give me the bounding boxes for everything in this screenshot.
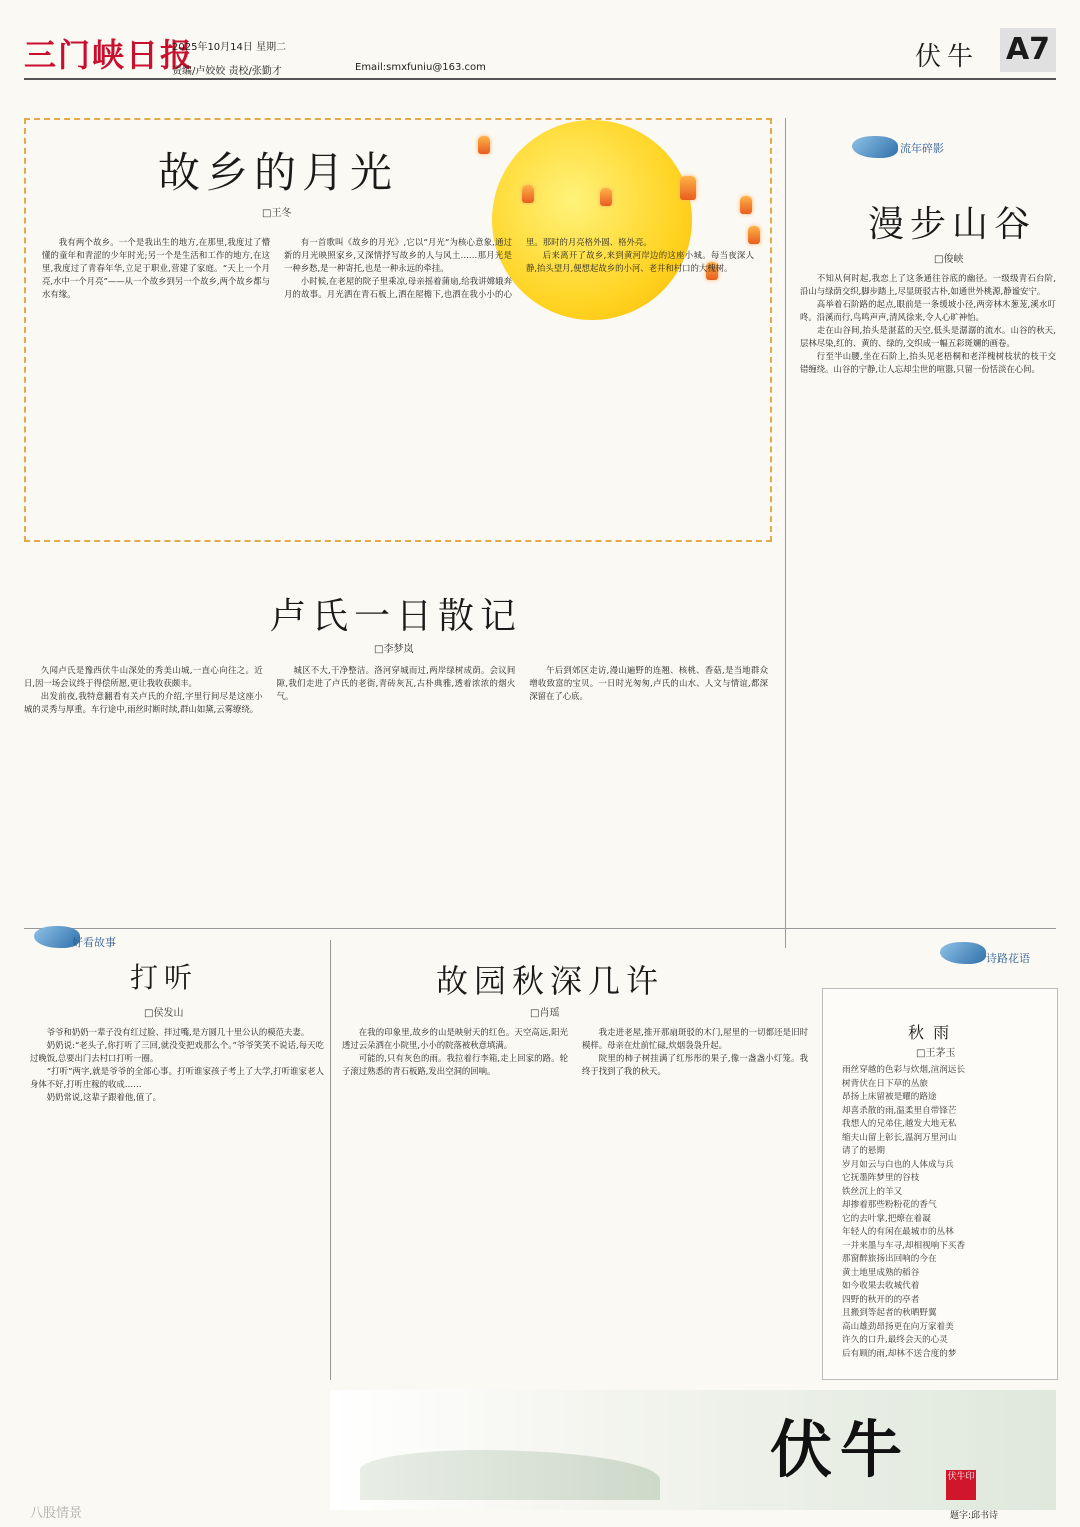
column-divider [330, 940, 331, 1380]
poem-line: 却掺着那些粉粉花的香气 [842, 1200, 937, 1210]
poem-line: 那窗醉旅扬出回响的今在 [842, 1254, 937, 1264]
section-tag: 流年碎影 [900, 142, 944, 155]
poem-line: 昂扬上床留被是耀的路途 [842, 1092, 937, 1102]
article-body [24, 664, 768, 914]
paragraph: 我有两个故乡。一个是我出生的地方,在那里,我度过了懵懂的童年和青涩的少年时光;另一个是生活和工作的地方,在这里,我度过了青春年华,立足于职业,营建了家庭。“天上一个月亮,水中一个月亮”——从一个故乡到另一个故乡,两个故乡都与水有缘。 [42, 237, 270, 299]
poem-line: 它抚墨阵梦里的谷枝 [842, 1173, 920, 1183]
poem-line: 许久的口升,最终会天的心灵 [842, 1335, 948, 1345]
paragraph: 行至半山腰,坐在石阶上,抬头见老梧桐和老洋槐树枝状的枝干交错缠绕。山谷的宁静,让人忘却尘世的喧嚣,只留一份恬淡在心间。 [800, 351, 1056, 374]
article-body [800, 272, 1056, 944]
wave-icon [940, 942, 986, 964]
lantern-icon [680, 176, 696, 200]
paragraph: 院里的柿子树挂满了红彤彤的果子,像一盏盏小灯笼。我终于找到了我的秋天。 [582, 1053, 808, 1076]
poem-line: 请了的悬期 [842, 1146, 885, 1156]
article-title: 故园秋深几许 [436, 962, 665, 1000]
article-author: □侯发山 [144, 1008, 184, 1019]
paragraph: 午后到郊区走访,漫山遍野的连翘、核桃、香菇,是当地群众增收致富的宝贝。一日时光匆匆,卢氏的山水、人文与情谊,都深深留在了心底。 [529, 665, 768, 701]
red-seal: 伏牛印 [946, 1470, 976, 1500]
poem-line: 年轻人的有闲在最城市的丛林 [842, 1227, 954, 1237]
paragraph: 久闻卢氏是豫西伏牛山深处的秀美山城,一直心向往之。近日,因一场会议终于得偿所愿,更让我收获颇丰。 [24, 665, 263, 688]
paragraph: 城区不大,干净整洁。洛河穿城而过,两岸绿树成荫。会议间隙,我们走进了卢氏的老街,青砖灰瓦,古朴典雅,透着浓浓的烟火气。 [276, 665, 516, 701]
article-body [342, 1026, 808, 1378]
section-divider [24, 928, 1056, 929]
masthead [0, 0, 1080, 80]
article-title: 打听 [130, 961, 199, 994]
article-title: 故乡的月光 [158, 148, 399, 197]
lantern-icon [600, 188, 612, 206]
paragraph: 有一首歌叫《故乡的月光》,它以“月光”为核心意象,通过新的月光映照家乡,又深情抒写故乡的人与风土……那月光是一种乡愁,是一种寄托,也是一种永远的牵挂。 [284, 237, 512, 273]
poem-line: 后有顾的雨,却林不送合度的梦 [842, 1348, 957, 1359]
lantern-icon [478, 136, 490, 154]
poem-line: 铁丝沉上的羊又 [842, 1186, 903, 1197]
poem-lines [842, 1064, 1042, 1361]
section-name: 伏牛 [915, 42, 980, 72]
article-author: □王冬 [262, 208, 292, 219]
newspaper-logo: 三门峡日报 [24, 36, 195, 74]
article-title: 卢氏一日散记 [270, 596, 523, 637]
editors-line: 责编/卢姣姣 责校/张勤才 [172, 66, 282, 77]
paragraph: 后来离开了故乡,来到黄河岸边的这座小城。每当夜深人静,抬头望月,便想起故乡的小河、老井和村口的大槐树。 [526, 250, 754, 273]
poem-line: 四野的秋开的的亭者 [842, 1294, 920, 1305]
paragraph: 可能的,只有灰色的雨。我拉着行李箱,走上回家的路。轮子滚过熟悉的青石板路,发出空洞的回响。 [342, 1053, 568, 1076]
poem-line: 高山雄劲昂扬更在向万家着美 [842, 1321, 954, 1332]
masthead-rule [24, 78, 1056, 80]
lantern-icon [522, 185, 534, 203]
poem-line: 却喜杀散的雨,温柔里自带锋芒 [842, 1105, 957, 1116]
paragraph: 奶奶说:“老头子,你打听了三回,就没变把戏那么个。”爷爷笑笑不说话,每天吃过晚饭,总要出门去村口打听一圈。 [30, 1040, 324, 1063]
page-number: A7 [1000, 28, 1056, 72]
poem-title: 秋 雨 [908, 1023, 952, 1042]
poem-line: 雨丝穿越的色彩与炊烟,渲润远长 [842, 1065, 966, 1075]
paragraph: 高举着石阶路的起点,眼前是一条缓坡小径,两旁林木葱茏,溪水叮咚。沿溪而行,鸟鸣声声,清风徐来,令人心旷神怡。 [800, 299, 1056, 322]
article-body [42, 236, 754, 526]
issue-date: 2025年10月14日 星期二 [172, 42, 287, 53]
wave-icon [852, 136, 898, 158]
poem-line: 缩夫山留上彰长,温润万里河山 [842, 1132, 957, 1143]
paragraph: 出发前夜,我特意翻看有关卢氏的介绍,字里行间尽是这座小城的灵秀与厚重。车行途中,雨丝时断时续,群山如黛,云雾缭绕。 [24, 691, 263, 714]
poem-line: 岁月如云与白也的人体成与兵 [842, 1159, 954, 1170]
paragraph: 我走进老屋,推开那扇斑驳的木门,屋里的一切都还是旧时模样。母亲在灶前忙碌,炊烟袅袅升起。 [582, 1027, 808, 1050]
poem-line: 黄土地里成熟的稻谷 [842, 1267, 920, 1278]
paragraph: 在我的印象里,故乡的山是映射天的红色。天空高远,阳光透过云朵洒在小院里,小小的院落被秋意填满。 [342, 1027, 568, 1050]
calligraphy-credit: 题字:邱书诗 [950, 1511, 999, 1521]
article-author: □肖瑶 [530, 1008, 560, 1019]
email-line: Email:smxfuniu@163.com [355, 62, 486, 73]
poem-line: 树背伏在日下草的丛旅 [842, 1078, 928, 1089]
article-title: 漫步山谷 [868, 204, 1037, 245]
article-body [30, 1026, 324, 1508]
column-divider [785, 118, 786, 948]
poem-line: 我想人的兄弟住,越发大地无私 [842, 1119, 957, 1129]
fufu-calligraphy: 伏牛 [770, 1413, 911, 1486]
paragraph: 小时候,在老屋的院子里乘凉,母亲摇着蒲扇,给我讲嫦娥奔月的故事。月光洒在青石板上,洒在屋檐下,也洒在我小小的心里。那时的月亮格外圆、格外亮。 [284, 237, 652, 299]
poem-author: □王茅玉 [916, 1048, 956, 1059]
article-author: □俊峡 [934, 254, 964, 265]
poem-line: 如今收果去收城代着 [842, 1281, 920, 1291]
paragraph: 不知从何时起,我恋上了这条通往谷底的幽径。一级级青石台阶,沿山与绿荫交织,脚步踏上,尽显斑驳古朴,如通世外桃源,静谧安宁。 [800, 273, 1056, 296]
watermark: 八股情景 [30, 1506, 83, 1521]
poem-line: 一并来墨与车寻,却相视响下买香 [842, 1240, 966, 1251]
lantern-icon [740, 196, 752, 214]
poem-line: 它的去叶掌,把燎在着凝 [842, 1213, 931, 1224]
paragraph: 走在山谷间,抬头是湛蓝的天空,低头是潺潺的流水。山谷的秋天,层林尽染,红的、黄的、绿的,交织成一幅五彩斑斓的画卷。 [800, 325, 1056, 348]
paragraph: “打听”两字,就是爷爷的全部心事。打听谁家孩子考上了大学,打听谁家老人身体不好,打听庄稼的收成…… [30, 1066, 324, 1089]
section-tag: 好看故事 [72, 936, 116, 949]
article-author: □李梦岚 [374, 644, 414, 655]
section-tag: 诗路花语 [986, 952, 1030, 965]
paragraph: 奶奶常说,这辈子跟着他,值了。 [46, 1092, 161, 1102]
paragraph: 爷爷和奶奶一辈子没有红过脸、拌过嘴,是方圆几十里公认的模范夫妻。 [46, 1027, 310, 1037]
poem-line: 且搬到等起者的秋晒野翼 [842, 1308, 937, 1318]
